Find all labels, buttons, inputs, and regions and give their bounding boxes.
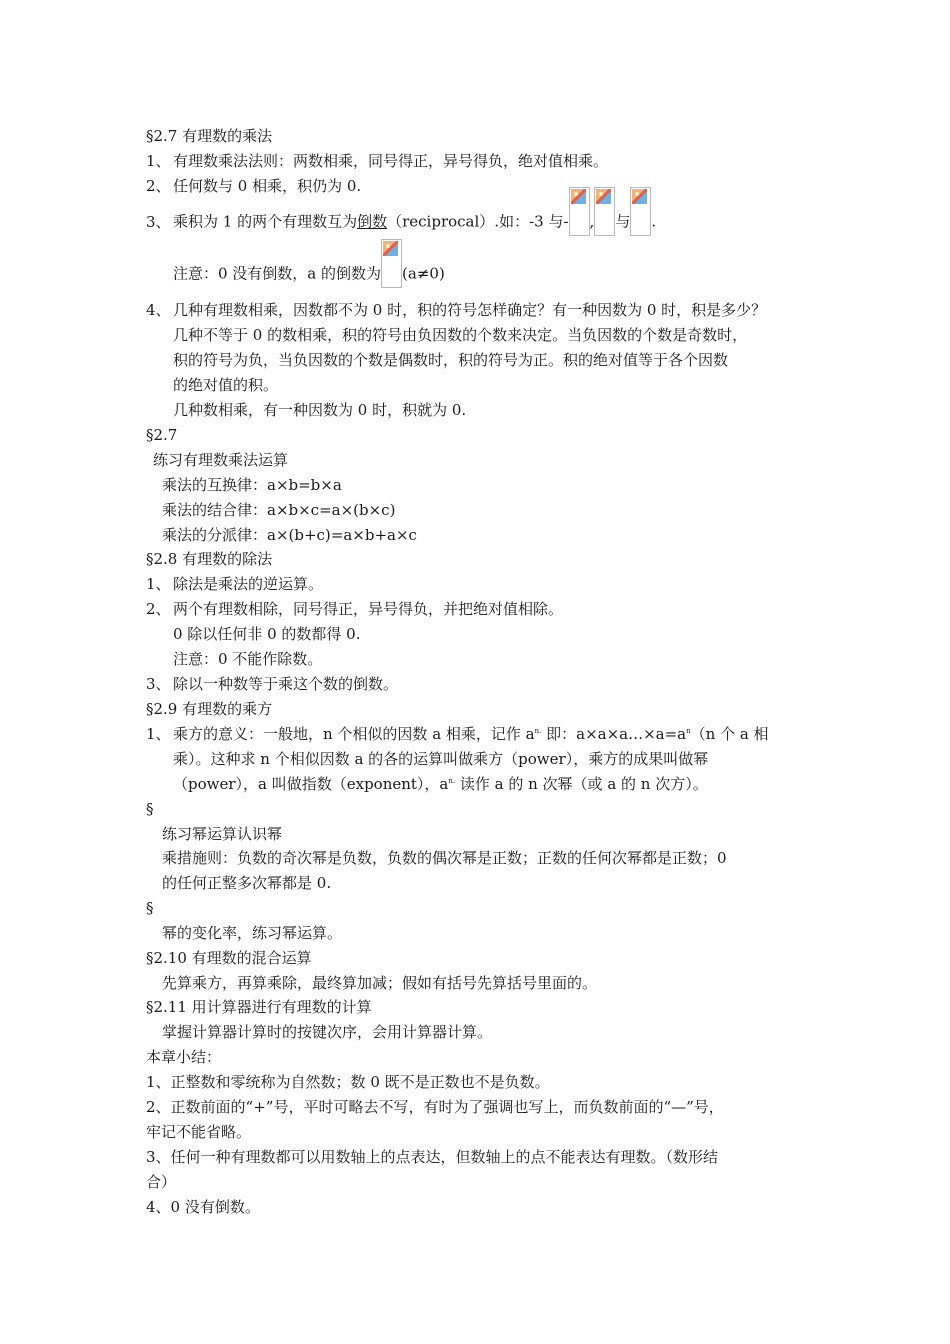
item-number: 3、 (146, 212, 171, 231)
item-text: 积的符号为负，当负因数的个数是偶数时，积的符号为正。积的绝对值等于各个因数 (173, 351, 729, 369)
summary-item: 牢记不能省略。 (146, 1123, 252, 1141)
item-text: 的绝对值的积。 (173, 376, 279, 394)
section-2-7-title: §2.7 有理数的乘法 (146, 127, 273, 145)
item-text: 有理数乘法法则：两数相乘，同号得正，异号得负，绝对值相乘。 (173, 152, 609, 170)
item-text: , (589, 212, 595, 231)
list-item (146, 209, 826, 236)
broken-image-icon (381, 239, 402, 288)
section-mark: § (146, 800, 154, 818)
item-text: 乘）。这种求 n 个相似因数 a 的各的运算叫做乘方（power），乘方的成果叫做幂 (173, 750, 709, 768)
item-text: 两个有理数相除，同号得正，异号得负，并把绝对值相除。 (173, 600, 564, 618)
underlined-term: 倒数 (357, 212, 388, 231)
section-mark: §2.7 (146, 426, 178, 444)
item-text: 乘积为 1 的两个有理数互为 (173, 212, 358, 231)
note-text: 注意：0 没有倒数，a 的倒数为 (173, 264, 382, 283)
list-item (146, 149, 826, 174)
item-text: 除以一种数等于乘这个数的倒数。 (173, 675, 399, 693)
body-text: 先算乘方，再算乘除，最终算加减；假如有括号先算括号里面的。 (162, 974, 598, 992)
item-text: . (651, 212, 657, 231)
section-2-10-title: §2.10 有理数的混合运算 (146, 949, 312, 967)
superscript: n. (448, 777, 456, 785)
summary-item: 1、正整数和零统称为自然数；数 0 既不是正数也不是负数。 (146, 1073, 550, 1091)
note-text: (a≠0) (402, 264, 445, 283)
list-item (146, 174, 826, 199)
practice-heading: 练习幂运算认识幂 (162, 825, 283, 843)
list-item (146, 722, 826, 747)
item-text: 0 除以任何非 0 的数都得 0. (173, 625, 361, 643)
broken-image-icon (630, 187, 651, 236)
section-mark: § (146, 899, 154, 917)
superscript: n (686, 727, 691, 735)
body-text: 幂的变化率，练习幂运算。 (162, 924, 343, 942)
summary-item: 4、0 没有倒数。 (146, 1198, 260, 1216)
section-2-9-title: §2.9 有理数的乘方 (146, 700, 273, 718)
list-item (146, 572, 826, 597)
item-number: 1、 (146, 575, 171, 593)
item-text: （reciprocal）.如：-3 与- (387, 212, 569, 231)
item-text: 即：a×a×a…×a=a (541, 725, 687, 743)
list-item (146, 597, 826, 622)
item-text: 任何数与 0 相乘，积仍为 0. (173, 177, 362, 195)
law-line: 乘法的结合律：a×b×c=a×(b×c) (162, 501, 396, 519)
item-text: 几种数相乘，有一种因数为 0 时，积就为 0. (173, 401, 467, 419)
item-number: 2、 (146, 177, 171, 195)
list-item (146, 672, 826, 697)
summary-item: 合） (146, 1173, 177, 1191)
rule-text: 的任何正整多次幂都是 0. (162, 874, 332, 892)
item-text: 与 (615, 212, 631, 231)
item-text: （power），a 叫做指数（exponent），a (173, 775, 449, 793)
item-number: 1、 (146, 725, 171, 743)
section-2-8-title: §2.8 有理数的除法 (146, 550, 273, 568)
summary-title: 本章小结： (146, 1048, 222, 1066)
item-number: 3、 (146, 675, 171, 693)
note-line (173, 261, 853, 288)
practice-heading: 练习有理数乘法运算 (153, 451, 289, 469)
item-text (173, 772, 853, 797)
item-text: 几种不等于 0 的数相乘，积的符号由负因数的个数来决定。当负因数的个数是奇数时， (173, 326, 748, 344)
item-text: 几种有理数相乘，因数都不为 0 时，积的符号怎样确定？有一种因数为 0 时，积是多少？ (173, 301, 767, 319)
item-number: 4、 (146, 301, 171, 319)
broken-image-icon (569, 187, 590, 236)
item-text: 除法是乘法的逆运算。 (173, 575, 324, 593)
broken-image-icon (594, 187, 615, 236)
item-text: （n 个 a 相 (690, 725, 769, 743)
superscript: n. (534, 727, 542, 735)
item-text: 读作 a 的 n 次幂（或 a 的 n 次方）。 (455, 775, 708, 793)
item-number: 1、 (146, 152, 171, 170)
summary-item: 2、正数前面的“+”号，平时可略去不写，有时为了强调也写上，而负数前面的“—”号， (146, 1098, 724, 1116)
body-text: 掌握计算器计算时的按键次序，会用计算器计算。 (162, 1023, 493, 1041)
item-number: 2、 (146, 600, 171, 618)
law-line: 乘法的互换律：a×b=b×a (162, 476, 342, 494)
summary-item: 3、任何一种有理数都可以用数轴上的点表达，但数轴上的点不能表达有理数。（数形结 (146, 1148, 719, 1166)
law-line: 乘法的分派律：a×(b+c)=a×b+a×c (162, 526, 417, 544)
list-item (146, 298, 826, 323)
item-text: 注意：0 不能作除数。 (173, 650, 323, 668)
item-text: 乘方的意义：一般地，n 个相似的因数 a 相乘，记作 a (173, 725, 535, 743)
rule-text: 乘措施则：负数的奇次幂是负数，负数的偶次幂是正数；正数的任何次幂都是正数；0 (162, 849, 727, 867)
section-2-11-title: §2.11 用计算器进行有理数的计算 (146, 998, 372, 1016)
